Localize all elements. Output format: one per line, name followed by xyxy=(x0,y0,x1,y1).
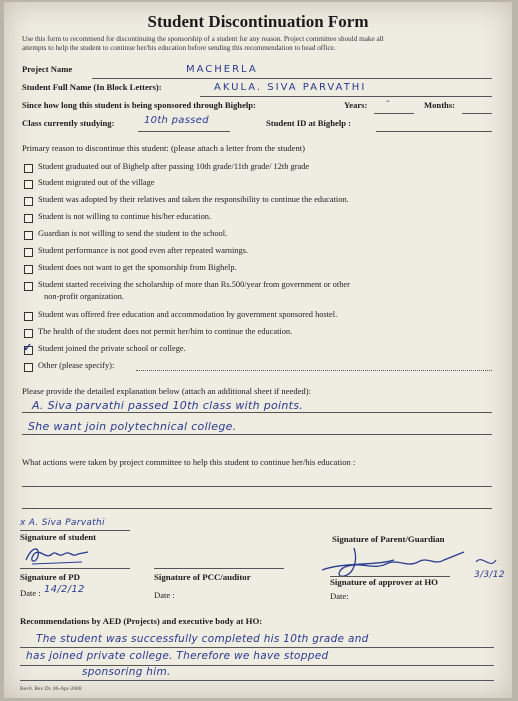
years-line xyxy=(374,113,414,114)
student-name-line xyxy=(200,96,492,97)
months-line xyxy=(462,113,492,114)
form-page xyxy=(4,2,512,698)
class-label: Class currently studying: xyxy=(22,118,115,128)
reason-checkbox[interactable] xyxy=(24,282,33,291)
actions-label: What actions were taken by project committee to help this student to continue her/his education : xyxy=(22,457,356,467)
reason-option-label: Guardian is not willing to send the student to the school. xyxy=(38,229,228,238)
reason-option-label: Student was adopted by their relatives and taken the responsibility to continue the education. xyxy=(38,195,349,204)
reason-option-label: Student joined the private school or college. xyxy=(38,344,186,353)
reason-checkbox[interactable] xyxy=(24,214,33,223)
explanation-line-2 xyxy=(22,434,492,435)
reason-option-label: Student was offered free education and accommodation by government sponsored hostel. xyxy=(38,310,338,319)
student-name-value[interactable]: AKULA. SIVA PARVATHI xyxy=(214,82,367,93)
student-signature-written: x A. Siva Parvathi xyxy=(20,518,105,528)
actions-line-1 xyxy=(22,486,492,487)
reason-checkbox[interactable] xyxy=(24,180,33,189)
reason-option-label: Student performance is not good even after repeated warnings. xyxy=(38,246,248,255)
explanation-text-1[interactable]: A. Siva parvathi passed 10th class with points. xyxy=(32,399,304,412)
recommendations-line-1 xyxy=(20,647,494,648)
reason-checkbox[interactable] xyxy=(24,197,33,206)
reason-option-label: The health of the student does not permit her/him to continue the education. xyxy=(38,327,293,336)
recommendations-line-3 xyxy=(20,680,494,681)
student-id-line xyxy=(376,131,492,132)
pd-signature-line xyxy=(20,568,130,569)
pcc-date-label: Date : xyxy=(154,590,175,600)
sponsored-since-label: Since how long this student is being sponsored through Bighelp: xyxy=(22,100,256,110)
years-value[interactable]: - xyxy=(386,96,390,107)
approver-date-label: Date: xyxy=(330,591,349,601)
reason-checkbox[interactable] xyxy=(24,164,33,173)
form-title: Student Discontinuation Form xyxy=(147,12,369,31)
checkmark-icon: ✓ xyxy=(23,342,33,354)
explanation-label: Please provide the detailed explanation below (attach an additional sheet if needed): xyxy=(22,386,311,396)
pd-date-value[interactable]: 14/2/12 xyxy=(44,584,85,595)
reason-option-label: Student started receiving the scholarship of more than Rs.500/year from government or other xyxy=(38,280,350,289)
approver-date-note: 3/3/12 xyxy=(474,570,505,580)
reason-checkbox[interactable] xyxy=(24,248,33,257)
pcc-signature-label: Signature of PCC/auditor xyxy=(154,572,251,582)
pd-date-label: Date : xyxy=(20,588,41,598)
reason-checkbox[interactable] xyxy=(24,312,33,321)
recommendations-label: Recommendations by AED (Projects) and executive body at HO: xyxy=(20,616,263,626)
student-signature-label: Signature of student xyxy=(20,532,97,542)
explanation-text-2[interactable]: She want join polytechnical college. xyxy=(28,420,237,433)
reason-checkbox[interactable] xyxy=(24,265,33,274)
class-line xyxy=(138,131,230,132)
reason-checkbox[interactable] xyxy=(24,363,33,372)
recommendations-text-1[interactable]: The student was successfully completed his 10th grade and xyxy=(36,633,369,645)
class-value[interactable]: 10th passed xyxy=(144,115,209,126)
student-signature-line xyxy=(20,530,130,531)
reason-option-label: Student graduated out of Bighelp after passing 10th grade/11th grade/ 12th grade xyxy=(38,162,310,171)
parent-signature-label: Signature of Parent/Guardian xyxy=(332,534,445,544)
form-intro-line-2: attempts to help the student to continue her/his education before sending this recommendation to head office. xyxy=(22,44,336,52)
actions-line-2 xyxy=(22,508,492,509)
reason-heading: Primary reason to discontinue this student: (please attach a letter from the student) xyxy=(22,143,306,153)
project-name-line xyxy=(92,78,492,79)
other-reason-line xyxy=(136,370,492,371)
reason-option-label: Student is not willing to continue his/her education. xyxy=(38,212,212,221)
approver-signature-label: Signature of approver at HO xyxy=(330,577,439,587)
explanation-line-1 xyxy=(22,412,492,413)
months-label: Months: xyxy=(424,100,456,110)
student-id-label: Student ID at Bighelp : xyxy=(266,118,351,128)
form-revision-stamp: Rev0. Rev Dt. 06-Apr-2008 xyxy=(20,686,82,692)
project-name-value[interactable]: MACHERLA xyxy=(186,64,258,75)
reason-option-label: Student migrated out of the village xyxy=(38,178,155,187)
pd-signature-icon xyxy=(22,542,96,568)
reason-checkbox[interactable] xyxy=(24,231,33,240)
years-label: Years: xyxy=(344,100,368,110)
form-intro-line-1: Use this form to recommend for discontinuing the sponsorship of a student for any reason. Project committee should make all xyxy=(22,35,384,43)
pd-signature-label: Signature of PD xyxy=(20,572,80,582)
recommendations-text-3[interactable]: sponsoring him. xyxy=(82,666,171,678)
student-name-label: Student Full Name (In Block Letters): xyxy=(22,82,162,92)
project-name-label: Project Name xyxy=(22,64,73,74)
recommendations-text-2[interactable]: has joined private college. Therefore we have stopped xyxy=(26,650,329,662)
reason-option-label: Student does not want to get the sponsorship from Bighelp. xyxy=(38,263,237,272)
reason-option-label-continued: non-profit organization. xyxy=(44,292,124,301)
pcc-signature-line xyxy=(154,568,284,569)
reason-option-label: Other (please specify): xyxy=(38,361,115,370)
reason-checkbox[interactable] xyxy=(24,329,33,338)
